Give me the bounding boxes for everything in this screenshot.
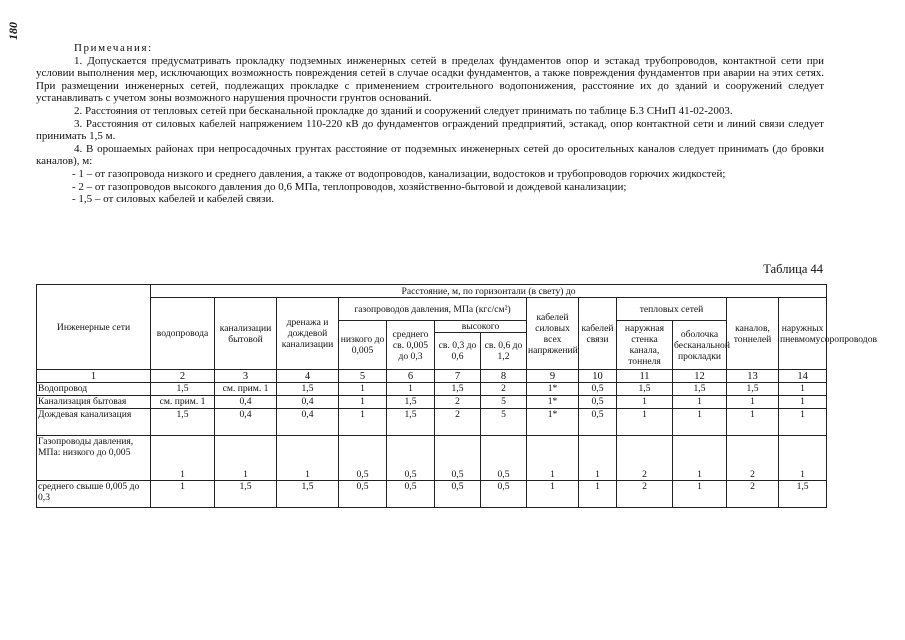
col-num: 10: [579, 370, 617, 383]
table-cell: 1: [673, 409, 727, 436]
table-cell: 0,5: [339, 481, 387, 508]
table-cell: 0,5: [481, 436, 527, 481]
table-cell: 0,5: [481, 481, 527, 508]
header-channels: каналов, тоннелей: [727, 298, 779, 370]
header-pneumo: наружных пневмомусоропроводов: [779, 298, 827, 370]
row-label: Водопровод: [37, 383, 151, 396]
table-cell: 1: [779, 409, 827, 436]
header-gas-high-2: св. 0,6 до 1,2: [481, 333, 527, 370]
col-num: 13: [727, 370, 779, 383]
table-cell: 1: [673, 481, 727, 508]
table-cell: 2: [435, 396, 481, 409]
notes-section: [36, 42, 824, 206]
table-cell: 1: [673, 436, 727, 481]
table-row: [37, 383, 827, 396]
note-4-bullet-3: - 1,5 – от силовых кабелей и кабелей связи.: [72, 193, 275, 206]
table-cell: 1,5: [617, 383, 673, 396]
table-cell: 1: [151, 481, 215, 508]
table-cell: 1,5: [151, 383, 215, 396]
table-cell: 5: [481, 396, 527, 409]
table-cell: 2: [727, 436, 779, 481]
header-gas-low: низкого до 0,005: [339, 321, 387, 370]
header-heat: тепловых сетей: [617, 298, 727, 321]
header-drain: дренажа и дождевой канализации: [277, 298, 339, 370]
col-num: 3: [215, 370, 277, 383]
table-cell: 1: [617, 409, 673, 436]
col-num: 12: [673, 370, 727, 383]
table-cell: 1,5: [387, 396, 435, 409]
table-cell: 1: [151, 436, 215, 481]
table-cell: 1: [727, 409, 779, 436]
table-cell: 1: [617, 396, 673, 409]
table-cell: 1,5: [727, 383, 779, 396]
header-gas-high: высокого: [435, 321, 527, 333]
table-header-row-1: [37, 285, 827, 298]
table-cell: 1: [727, 396, 779, 409]
table-cell: см. прим. 1: [215, 383, 277, 396]
table-cell: 0,5: [435, 481, 481, 508]
col-num: 9: [527, 370, 579, 383]
note-4-bullet-1: - 1 – от газопровода низкого и среднего давления, а также от водопроводов, канализации, водостоков и трубопроводов горючих жидкостей;: [72, 167, 726, 180]
table-cell: 0,5: [387, 481, 435, 508]
table-cell: 1,5: [435, 383, 481, 396]
table-cell: 0,5: [387, 436, 435, 481]
table-cell: см. прим. 1: [151, 396, 215, 409]
table-cell: 1: [673, 396, 727, 409]
table-cell: 2: [481, 383, 527, 396]
table-cell: 0,5: [339, 436, 387, 481]
table-cell: 2: [727, 481, 779, 508]
distance-table: [36, 284, 878, 508]
table-cell: 1: [527, 481, 579, 508]
table-cell: 1: [527, 436, 579, 481]
table-cell: 1: [579, 481, 617, 508]
table-row: [37, 481, 827, 508]
table-cell: 1: [277, 436, 339, 481]
note-1: 1. Допускается предусматривать прокладку подземных инженерных сетей в пределах фундаментов опор и эстакад трубопроводов, контактной сети при условии выполнения мер, исключающих возможность повреждения сетей в случае осадки фундаментов, а также повреждения фундаментов при аварии на этих сетях. При размещении инженерных сетей, подлежащих прокладке с применением строительного водопонижения, расстояние их до зданий и сооружений следует устанавливать с учетом зоны возможного нарушения прочности грунтов оснований.: [36, 54, 824, 105]
table-cell: 1,5: [277, 481, 339, 508]
table-cell: 1,5: [673, 383, 727, 396]
header-heat-outer: наружная стенка канала, тоннеля: [617, 321, 673, 370]
col-num: 14: [779, 370, 827, 383]
table-cell: 1,5: [215, 481, 277, 508]
table-cell: 1: [339, 396, 387, 409]
table-cell: 0,4: [277, 409, 339, 436]
table-cell: 1,5: [151, 409, 215, 436]
table-cell: 2: [617, 481, 673, 508]
table-row: [37, 396, 827, 409]
table-cell: 1: [779, 436, 827, 481]
header-heat-shell: оболочка бесканальной прокладки: [673, 321, 727, 370]
table-cell: 0,5: [579, 383, 617, 396]
header-gas-mid: среднего св. 0,005 до 0,3: [387, 321, 435, 370]
table-row: [37, 436, 827, 481]
table-cell: 1*: [527, 409, 579, 436]
row-label: среднего свыше 0,005 до 0,3: [37, 481, 151, 508]
col-num: 11: [617, 370, 673, 383]
table-cell: 1: [339, 383, 387, 396]
note-4-bullet-2: - 2 – от газопроводов высокого давления до 0,6 МПа, теплопроводов, хозяйственно-бытовой и дождевой канализации;: [72, 180, 627, 193]
col-num: 2: [151, 370, 215, 383]
table-cell: 0,5: [579, 396, 617, 409]
header-sewer: канализации бытовой: [215, 298, 277, 370]
row-label: Канализация бытовая: [37, 396, 151, 409]
note-2: 2. Расстояния от тепловых сетей при бесканальной прокладке до зданий и сооружений следует принимать по таблице Б.3 СНиП 41-02-2003.: [74, 104, 733, 117]
table-cell: 0,4: [215, 409, 277, 436]
table-cell: 1: [387, 383, 435, 396]
col-num: 1: [37, 370, 151, 383]
table-label: Таблица 44: [763, 262, 823, 276]
table-cell: 1: [779, 396, 827, 409]
table-cell: 5: [481, 409, 527, 436]
table-cell: 1,5: [779, 481, 827, 508]
table-cell: 2: [617, 436, 673, 481]
row-label: Дождевая канализация: [37, 409, 151, 436]
table-cell: 1,5: [387, 409, 435, 436]
table-cell: 1: [779, 383, 827, 396]
col-num: 6: [387, 370, 435, 383]
header-networks: Инженерные сети: [37, 285, 151, 370]
table-header-row-2: [37, 298, 827, 321]
header-water: водопровода: [151, 298, 215, 370]
header-gas: газопроводов давления, МПа (кгс/см²): [339, 298, 527, 321]
col-num: 7: [435, 370, 481, 383]
table-cell: 0,5: [579, 409, 617, 436]
table-cell: 1*: [527, 383, 579, 396]
table-cell: 0,5: [435, 436, 481, 481]
col-num: 4: [277, 370, 339, 383]
header-distance: Расстояние, м, по горизонтали (в свету) до: [151, 285, 827, 298]
header-power-cables: кабелей силовых всех напряжений: [527, 298, 579, 370]
table-cell: 1: [579, 436, 617, 481]
table-cell: 0,4: [215, 396, 277, 409]
table-cell: 1: [339, 409, 387, 436]
page-number: 180: [6, 22, 20, 40]
table-row: [37, 409, 827, 436]
table-body: [37, 383, 827, 508]
table-cell: 0,4: [277, 396, 339, 409]
col-num: 5: [339, 370, 387, 383]
row-label: Газопроводы давления, МПа: низкого до 0,005: [37, 436, 151, 481]
note-4: 4. В орошаемых районах при непросадочных грунтах расстояние от подземных инженерных сетей до оросительных каналов следует принимать (до бровки каналов), м:: [36, 142, 824, 168]
table-cell: 1: [215, 436, 277, 481]
column-number-row: [37, 370, 827, 383]
header-comm-cables: кабелей связи: [579, 298, 617, 370]
header-gas-high-1: св. 0,3 до 0,6: [435, 333, 481, 370]
note-3: 3. Расстояния от силовых кабелей напряжением 110-220 кВ до фундаментов ограждений предприятий, эстакад, опор контактной сети и линий связи следует принимать 1,5 м.: [36, 117, 824, 143]
col-num: 8: [481, 370, 527, 383]
table-cell: 1*: [527, 396, 579, 409]
table-cell: 1,5: [277, 383, 339, 396]
notes-heading: Примечания:: [74, 42, 153, 54]
table-cell: 2: [435, 409, 481, 436]
